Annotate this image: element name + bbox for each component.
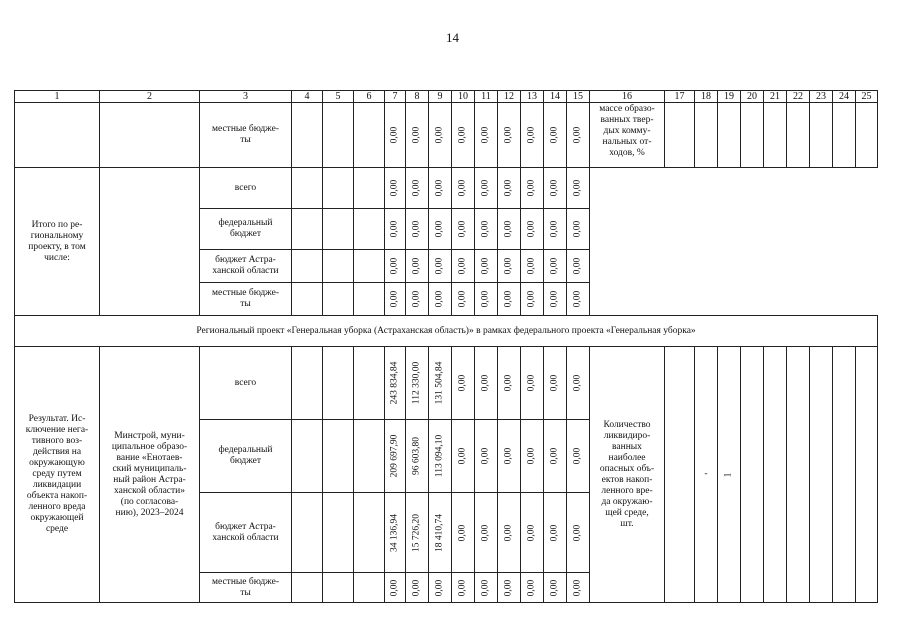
empty-cell [856, 103, 878, 168]
blank-area [590, 168, 878, 316]
value-cell [429, 283, 452, 316]
value-cell [452, 103, 475, 168]
cell-value: 0,00 [572, 220, 583, 238]
column-number: 22 [787, 91, 810, 103]
column-number: 10 [452, 91, 475, 103]
empty-cell [354, 103, 385, 168]
value-cell [406, 420, 429, 493]
cell-value: 0,00 [503, 579, 514, 596]
value-cell [452, 347, 475, 420]
cell-value: 0,00 [434, 179, 445, 197]
empty-cell [292, 283, 323, 316]
empty-cell [810, 347, 833, 603]
value-cell [498, 283, 521, 316]
empty-cell [292, 103, 323, 168]
empty-cell [323, 283, 354, 316]
empty-cell [323, 209, 354, 250]
empty-cell [787, 347, 810, 603]
empty-cell [15, 103, 100, 168]
empty-cell [354, 573, 385, 603]
empty-cell [718, 103, 741, 168]
empty-cell [292, 168, 323, 209]
value-cell [475, 209, 498, 250]
empty-cell [764, 103, 787, 168]
cell-value: 18 410,74 [434, 513, 445, 552]
cell-value: 0,00 [572, 179, 583, 197]
cell-value: 0,00 [480, 179, 491, 197]
budget-table [14, 90, 878, 603]
column-number: 12 [498, 91, 521, 103]
value-cell [385, 420, 406, 493]
cell-value: 0,00 [480, 524, 491, 541]
cell-value: 0,00 [411, 126, 422, 144]
empty-cell [741, 347, 764, 603]
value-cell [567, 420, 590, 493]
value-cell [385, 493, 406, 573]
cell-value: 0,00 [434, 220, 445, 238]
cell-value: 0,00 [411, 290, 422, 308]
value-cell [385, 168, 406, 209]
empty-cell [354, 493, 385, 573]
indicator-cell: массе образо- ванных твер- дых комму- нальных от- ходов, % [590, 103, 665, 168]
total-label: Итого по ре- гиональному проекту, в том числе: [15, 168, 100, 316]
cell-value: 0,00 [457, 374, 468, 392]
cell-value: 0,00 [480, 220, 491, 238]
empty-cell [323, 103, 354, 168]
empty-cell [856, 347, 878, 603]
value-cell [544, 168, 567, 209]
value-cell [498, 493, 521, 573]
value-cell [521, 168, 544, 209]
value-cell [406, 347, 429, 420]
value-cell [498, 347, 521, 420]
source-label: местные бюдже- ты [200, 283, 292, 316]
value-cell [475, 493, 498, 573]
cell-value: 112 330,00 [411, 361, 422, 405]
empty-cell [354, 347, 385, 420]
value-cell [567, 347, 590, 420]
cell-value: 0,00 [457, 447, 468, 465]
source-label: федеральный бюджет [200, 209, 292, 250]
value-cell [406, 209, 429, 250]
table-row [15, 347, 878, 420]
cell-value: 0,00 [480, 374, 491, 392]
empty-cell [292, 573, 323, 603]
cell-value: 96 603,80 [411, 437, 422, 475]
value-cell [544, 250, 567, 283]
value-cell [406, 250, 429, 283]
value-cell [521, 250, 544, 283]
empty-cell [354, 420, 385, 493]
cell-value: 0,00 [480, 257, 491, 275]
value-cell [475, 283, 498, 316]
value-cell [521, 420, 544, 493]
cell-value: 0,00 [434, 290, 445, 308]
cell-value: 0,00 [503, 524, 514, 541]
cell-value: 0,00 [503, 257, 514, 275]
cell-value: 0,00 [389, 290, 400, 308]
cell-value: 0,00 [549, 447, 560, 465]
empty-cell [292, 347, 323, 420]
cell-value: 0,00 [526, 447, 537, 465]
value-cell [475, 347, 498, 420]
cell-value: 0,00 [480, 126, 491, 144]
value-cell [567, 573, 590, 603]
cell-value: 0,00 [549, 374, 560, 392]
value-cell [521, 573, 544, 603]
empty-cell [323, 573, 354, 603]
empty-cell [787, 103, 810, 168]
value-cell [429, 209, 452, 250]
cell-value: 0,00 [526, 179, 537, 197]
value-cell [385, 283, 406, 316]
value-cell [406, 283, 429, 316]
cell-value: 0,00 [549, 126, 560, 144]
value-cell [406, 573, 429, 603]
cell-value: 0,00 [457, 220, 468, 238]
empty-cell [292, 493, 323, 573]
cell-value: 0,00 [457, 524, 468, 541]
table-row [15, 103, 878, 168]
responsible-label: Минстрой, муни- ципальное образо- вание «Енотаев- ский муниципаль- ный район Астра- ханской области» (по согласова- нию), 2023–2024 [100, 347, 200, 603]
cell-value: 0,00 [457, 257, 468, 275]
value-cell [452, 168, 475, 209]
column-number: 3 [200, 91, 292, 103]
cell-value: 0,00 [526, 220, 537, 238]
column-number: 18 [695, 91, 718, 103]
table-row [15, 168, 878, 209]
value-cell [475, 103, 498, 168]
cell-value: 0,00 [457, 290, 468, 308]
mark-cell: - [695, 347, 718, 603]
indicator-cell: Количество ликвидиро- ванных наиболее опасных объ- ектов накоп- ленного вре- да окружаю- щей среде, шт. [590, 347, 665, 603]
column-number: 2 [100, 91, 200, 103]
cell-value: 0,00 [572, 257, 583, 275]
value-cell [429, 573, 452, 603]
value-cell [567, 493, 590, 573]
column-number: 15 [567, 91, 590, 103]
cell-value: 0,00 [457, 579, 468, 596]
value-cell [429, 347, 452, 420]
cell-value: 0,00 [434, 257, 445, 275]
value-cell [452, 209, 475, 250]
value-cell [544, 209, 567, 250]
value-cell [498, 250, 521, 283]
empty-cell [810, 103, 833, 168]
source-label: всего [200, 168, 292, 209]
empty-cell [292, 209, 323, 250]
value-cell [498, 168, 521, 209]
cell-value: 0,00 [411, 579, 422, 596]
empty-cell [354, 283, 385, 316]
value-cell [567, 250, 590, 283]
value-cell [452, 573, 475, 603]
empty-cell [323, 347, 354, 420]
cell-value: 0,00 [526, 126, 537, 144]
cell-value: 34 136,94 [389, 513, 400, 552]
value-cell [567, 283, 590, 316]
value-cell [385, 209, 406, 250]
value-cell [475, 420, 498, 493]
cell-value: 1 [723, 472, 734, 477]
value-cell [385, 250, 406, 283]
source-label: бюджет Астра- ханской области [200, 250, 292, 283]
value-cell [452, 283, 475, 316]
column-number: 16 [590, 91, 665, 103]
section-row [15, 316, 878, 347]
value-cell [406, 103, 429, 168]
cell-value: 0,00 [389, 257, 400, 275]
empty-cell [323, 493, 354, 573]
cell-value: 0,00 [549, 179, 560, 197]
value-cell [567, 103, 590, 168]
column-number: 1 [15, 91, 100, 103]
cell-value: 0,00 [434, 579, 445, 596]
value-cell [429, 493, 452, 573]
value-cell [544, 420, 567, 493]
empty-cell [323, 168, 354, 209]
page-number: 14 [446, 30, 459, 45]
empty-cell [100, 103, 200, 168]
value-cell [498, 103, 521, 168]
cell-value: 0,00 [526, 374, 537, 392]
value-cell [521, 283, 544, 316]
cell-value: 0,00 [503, 290, 514, 308]
value-cell [544, 103, 567, 168]
column-number: 6 [354, 91, 385, 103]
column-number: 24 [833, 91, 856, 103]
empty-cell [323, 420, 354, 493]
cell-value: 0,00 [526, 579, 537, 596]
value-cell [385, 347, 406, 420]
value-cell [429, 420, 452, 493]
empty-cell [665, 347, 695, 603]
cell-value: 0,00 [411, 179, 422, 197]
value-cell [406, 168, 429, 209]
column-number: 20 [741, 91, 764, 103]
value-cell [429, 250, 452, 283]
cell-value: 0,00 [572, 524, 583, 541]
column-number: 17 [665, 91, 695, 103]
cell-value: 15 726,20 [411, 513, 422, 552]
empty-cell [292, 250, 323, 283]
cell-value: 0,00 [549, 257, 560, 275]
cell-value: 0,00 [389, 220, 400, 238]
empty-cell [354, 250, 385, 283]
cell-value: 131 504,84 [434, 361, 445, 405]
header-row [15, 91, 878, 103]
value-cell [567, 168, 590, 209]
cell-value: 0,00 [572, 126, 583, 144]
cell-value: 0,00 [549, 579, 560, 596]
value-cell [452, 250, 475, 283]
cell-value: 113 094,10 [434, 434, 445, 478]
empty-cell [833, 103, 856, 168]
source-label: всего [200, 347, 292, 420]
cell-value: 209 697,90 [389, 434, 400, 478]
cell-value: 0,00 [480, 290, 491, 308]
source-label: федеральный бюджет [200, 420, 292, 493]
cell-value: 0,00 [411, 220, 422, 238]
cell-value: 0,00 [457, 179, 468, 197]
cell-value: 0,00 [480, 579, 491, 596]
empty-cell [695, 103, 718, 168]
cell-value: 0,00 [549, 524, 560, 541]
cell-value: 0,00 [526, 257, 537, 275]
cell-value: 243 834,84 [389, 361, 400, 405]
empty-cell [323, 250, 354, 283]
value-cell [544, 493, 567, 573]
value-cell [475, 573, 498, 603]
source-label: бюджет Астра- ханской области [200, 493, 292, 573]
value-cell [521, 209, 544, 250]
empty-cell [741, 103, 764, 168]
cell-value: 0,00 [526, 524, 537, 541]
cell-value: 0,00 [572, 290, 583, 308]
cell-value: 0,00 [549, 290, 560, 308]
cell-value: 0,00 [549, 220, 560, 238]
source-label: местные бюдже- ты [200, 573, 292, 603]
column-number: 19 [718, 91, 741, 103]
value-cell [521, 103, 544, 168]
column-number: 25 [856, 91, 878, 103]
empty-cell [354, 209, 385, 250]
cell-value: 0,00 [572, 447, 583, 465]
column-number: 23 [810, 91, 833, 103]
value-cell [429, 168, 452, 209]
value-cell [544, 347, 567, 420]
column-number: 9 [429, 91, 452, 103]
cell-value: 0,00 [411, 257, 422, 275]
column-number: 7 [385, 91, 406, 103]
column-number: 21 [764, 91, 787, 103]
value-cell [385, 103, 406, 168]
column-number: 13 [521, 91, 544, 103]
empty-cell [354, 168, 385, 209]
value-cell [452, 420, 475, 493]
value-cell [567, 209, 590, 250]
empty-cell [292, 420, 323, 493]
cell-value: 0,00 [503, 220, 514, 238]
cell-value: 0,00 [572, 579, 583, 596]
cell-value: 0,00 [503, 126, 514, 144]
column-number: 8 [406, 91, 429, 103]
cell-value: 0,00 [480, 447, 491, 465]
value-cell [544, 283, 567, 316]
source-label: местные бюдже- ты [200, 103, 292, 168]
cell-value: 0,00 [389, 579, 400, 596]
result-label: Результат. Ис- ключение нега- тивного воз- действия на окружающую среду путем ликвидации объекта накоп- ленного вреда окружающей среде [15, 347, 100, 603]
cell-value: 0,00 [389, 179, 400, 197]
empty-cell [100, 168, 200, 316]
empty-cell [665, 103, 695, 168]
cell-value: 0,00 [503, 447, 514, 465]
value-cell [429, 103, 452, 168]
cell-value: 0,00 [389, 126, 400, 144]
cell-value: 0,00 [457, 126, 468, 144]
value-cell [544, 573, 567, 603]
cell-value: 0,00 [434, 126, 445, 144]
value-cell [498, 420, 521, 493]
cell-value: 0,00 [526, 290, 537, 308]
value-cell [475, 250, 498, 283]
value-cell [498, 209, 521, 250]
empty-cell [833, 347, 856, 603]
column-number: 5 [323, 91, 354, 103]
value-cell [406, 493, 429, 573]
value-cell [521, 493, 544, 573]
column-number: 11 [475, 91, 498, 103]
target-value-cell [718, 347, 741, 603]
cell-value: 0,00 [572, 374, 583, 392]
column-number: 14 [544, 91, 567, 103]
column-number: 4 [292, 91, 323, 103]
value-cell [452, 493, 475, 573]
value-cell [498, 573, 521, 603]
section-title: Региональный проект «Генеральная уборка (Астраханская область)» в рамках федерального проекта «Генеральная уборка» [15, 316, 878, 347]
cell-value: 0,00 [503, 179, 514, 197]
value-cell [385, 573, 406, 603]
cell-value: 0,00 [503, 374, 514, 392]
value-cell [475, 168, 498, 209]
value-cell [521, 347, 544, 420]
empty-cell [764, 347, 787, 603]
